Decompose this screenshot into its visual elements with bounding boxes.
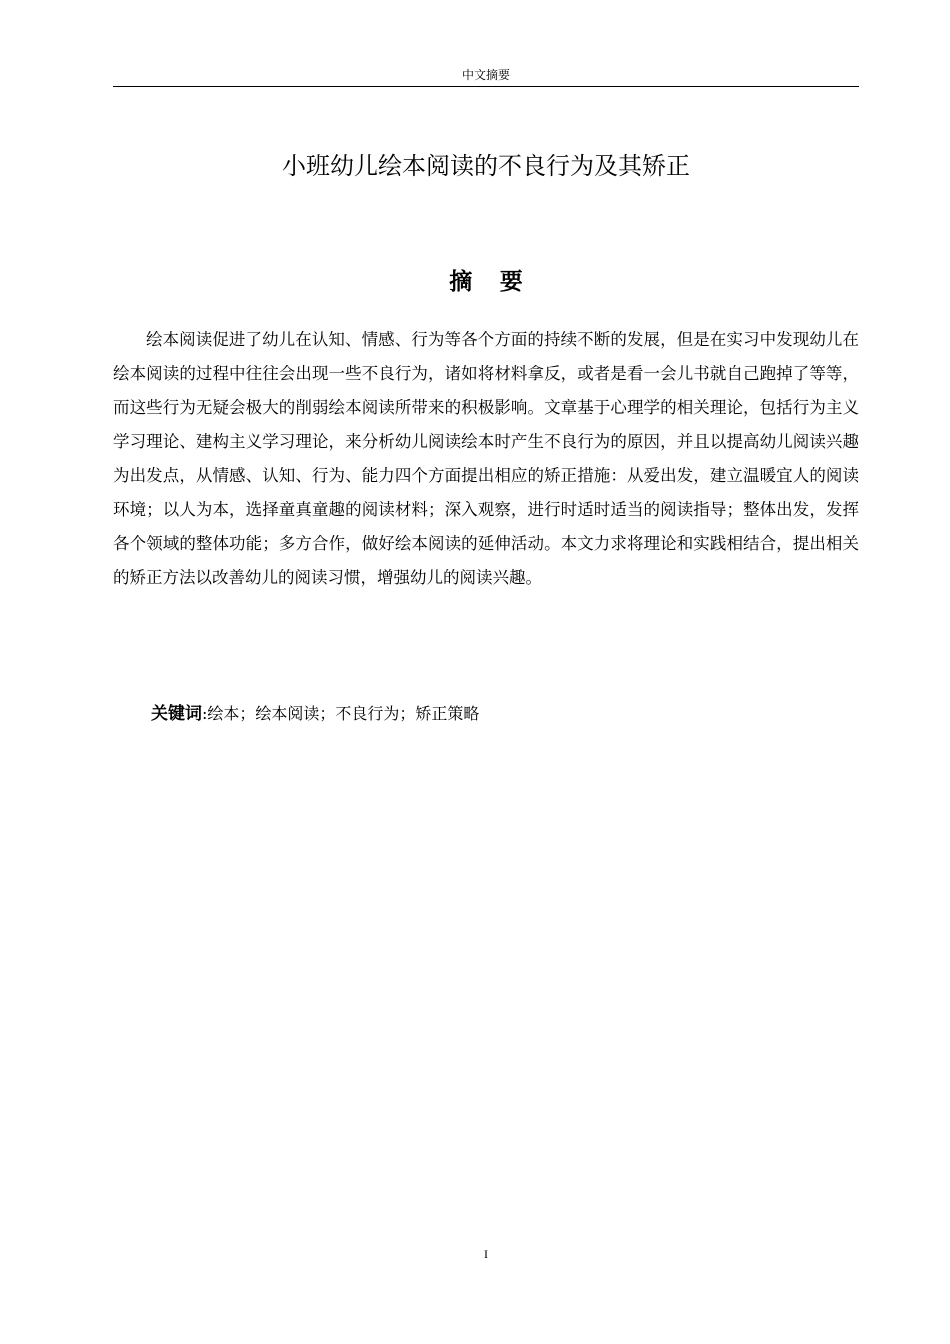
paper-title: 小班幼儿绘本阅读的不良行为及其矫正 xyxy=(282,152,690,180)
abstract-body: 绘本阅读促进了幼儿在认知、情感、行为等各个方面的持续不断的发展，但是在实习中发现幼儿在绘本阅读的过程中往往会出现一些不良行为，诸如将材料拿反，或者是看一会儿书就自己跑掉了等等，而这些行为无疑会极大的削弱绘本阅读所带来的积极影响。文章基于心理学的相关理论，包括行为主义学习理论、建构主义学习理论，来分析幼儿阅读绘本时产生不良行为的原因，并且以提高幼儿阅读兴趣为出发点，从情感、认知、行为、能力四个方面提出相应的矫正措施：从爱出发，建立温暖宜人的阅读环境；以人为本，选择童真童趣的阅读材料；深入观察，进行时适时适当的阅读指导；整体出发，发挥各个领域的整体功能；多方合作，做好绘本阅读的延伸活动。本文力求将理论和实践相结合，提出相关的矫正方法以改善幼儿的阅读习惯，增强幼儿的阅读兴趣。 xyxy=(113,330,859,587)
running-header xyxy=(113,66,859,87)
page-number: I xyxy=(484,1247,488,1261)
keywords-label: 关键词 xyxy=(151,704,202,724)
keywords-line xyxy=(151,699,859,729)
running-header-title: 中文摘要 xyxy=(461,68,510,82)
keywords-text: 绘本；绘本阅读；不良行为；矫正策略 xyxy=(207,704,480,723)
abstract-heading: 摘要 xyxy=(449,269,551,295)
keywords-separator: : xyxy=(202,704,208,723)
